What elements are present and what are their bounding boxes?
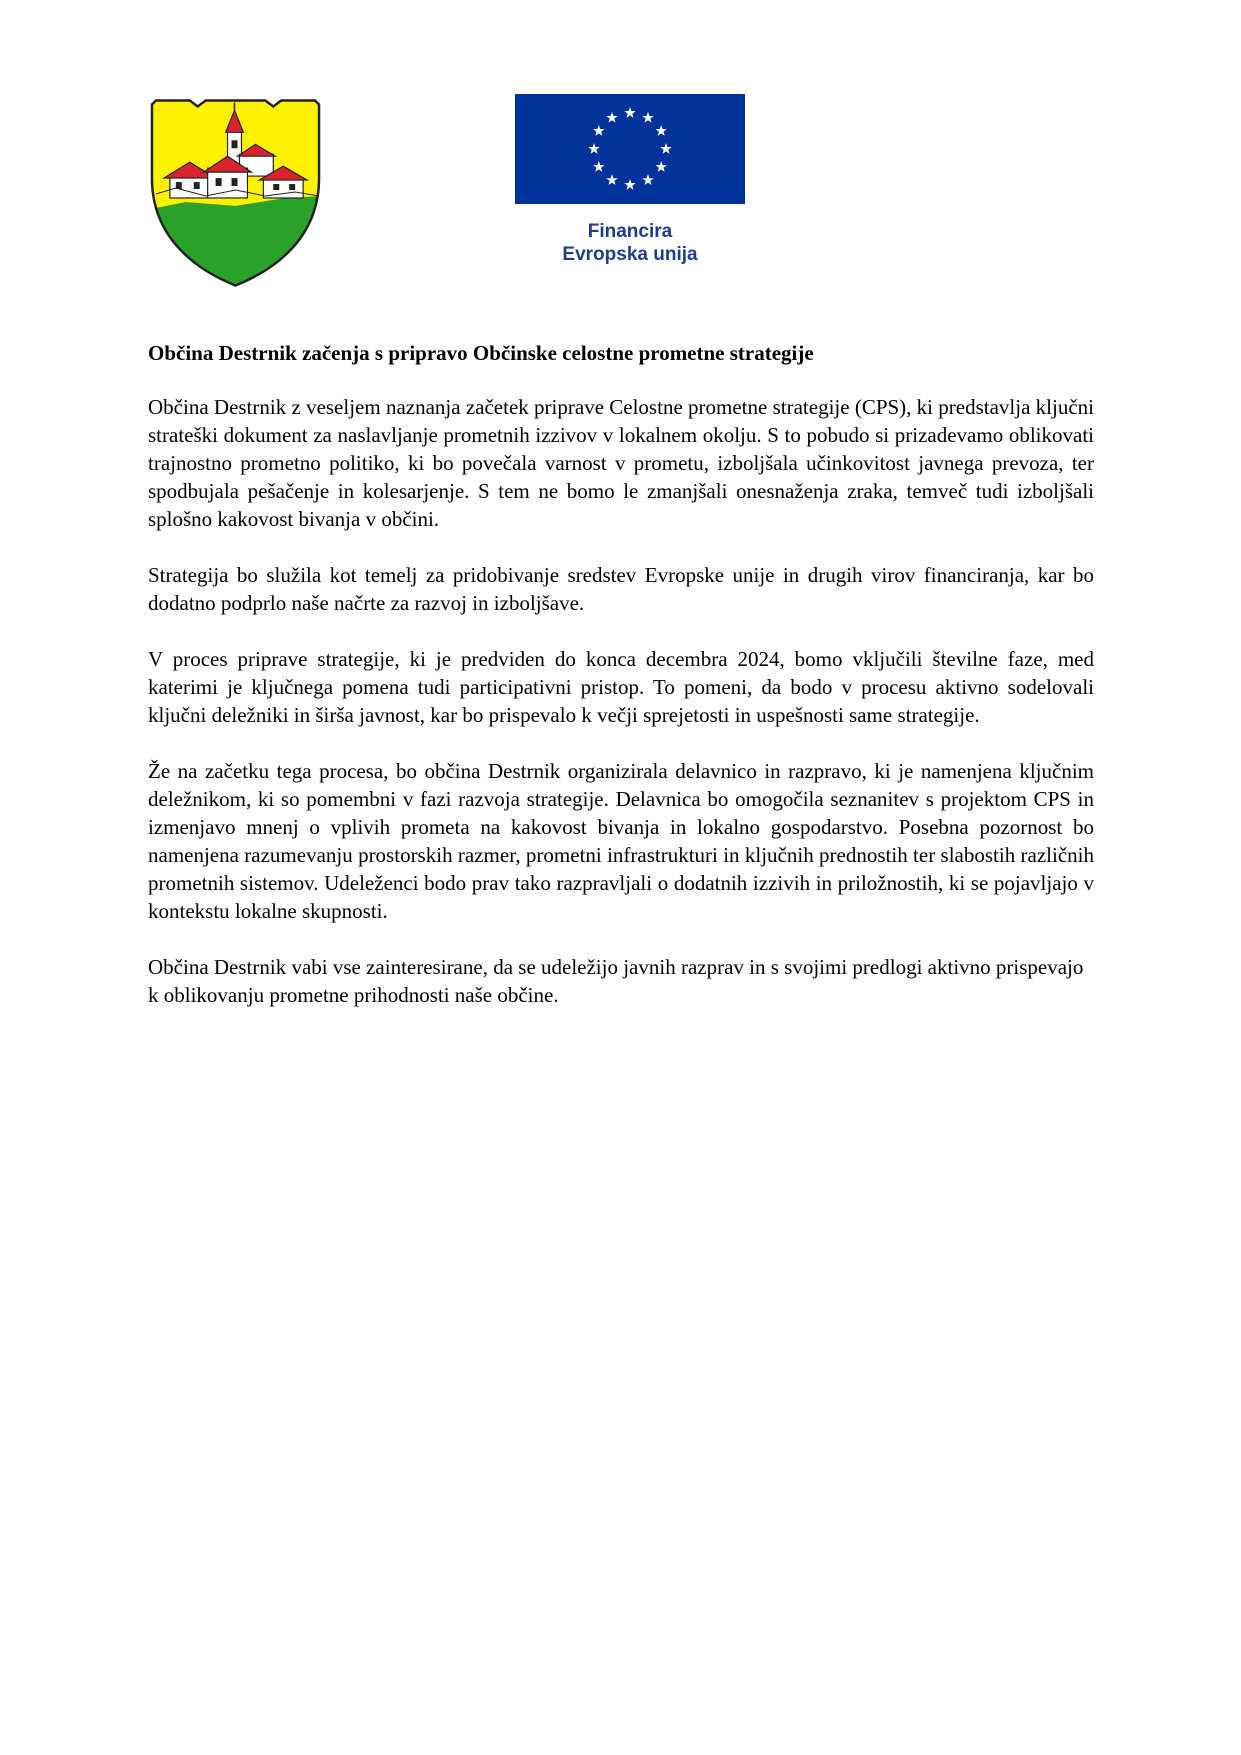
article-paragraph: Občina Destrnik vabi vse zainteresirane, da se udeležijo javnih razprav in s svojimi predlogi aktivno prispevajo k oblikovanju prometne prihodnosti naše občine.: [148, 955, 1084, 1007]
article: [148, 340, 1094, 1037]
article-paragraph: Že na začetku tega procesa, bo občina Destrnik organizirala delavnico in razpravo, ki je namenjena ključnim deležnikom, ki so pomembni v fazi razvoja strategije. Delavnica bo omogočila seznanitev s projektom CPS in izmenjavo mnenj o vplivih prometa na kakovost bivanja in lokalno gospodarstvo. Posebna pozornost bo namenjena razumevanju prostorskih razmer, prometni infrastrukturi in ključnih prednostih ter slabostih različnih prometnih sistemov. Udeleženci bodo prav tako razpravljali o dodatnih izzivih in priložnostih, ki se pojavljajo v kontekstu lokalne skupnosti.: [148, 759, 1094, 923]
municipal-coat-of-arms: [146, 98, 325, 288]
eu-funding-logo: [515, 94, 745, 266]
eu-flag-icon: [515, 94, 745, 204]
article-paragraph: V proces priprave strategije, ki je predviden do konca decembra 2024, bomo vključili številne faze, med katerimi je ključnega pomena tudi participativni pristop. To pomeni, da bodo v procesu aktivno sodelovali ključni deležniki in širša javnost, kar bo prispevalo k večji sprejetosti in uspešnosti same strategije.: [148, 647, 1094, 727]
article-paragraph: Strategija bo služila kot temelj za pridobivanje sredstev Evropske unije in drugih virov financiranja, kar bo dodatno podprlo naše načrte za razvoj in izboljšave.: [148, 563, 1094, 615]
eu-caption-line2: Evropska unija: [562, 244, 698, 265]
coat-of-arms-icon: [146, 98, 325, 288]
article-paragraph: Občina Destrnik z veseljem naznanja začetek priprave Celostne prometne strategije (CPS), ki predstavlja ključni strateški dokument za naslavljanje prometnih izzivov v lokalnem okolju. S to pobudo si prizadevamo oblikovati trajnostno prometno politiko, ki bo povečala varnost v prometu, izboljšala učinkovitost javnega prevoza, ter spodbujala pešačenje in kolesarjenje. S tem ne bomo le zmanjšali onesnaženja zraka, temveč tudi izboljšali splošno kakovost bivanja v občini.: [148, 395, 1094, 531]
eu-caption: [515, 220, 745, 266]
eu-caption-line1: Financira: [587, 221, 673, 242]
article-title: Občina Destrnik začenja s pripravo Občinske celostne prometne strategije: [148, 341, 814, 365]
